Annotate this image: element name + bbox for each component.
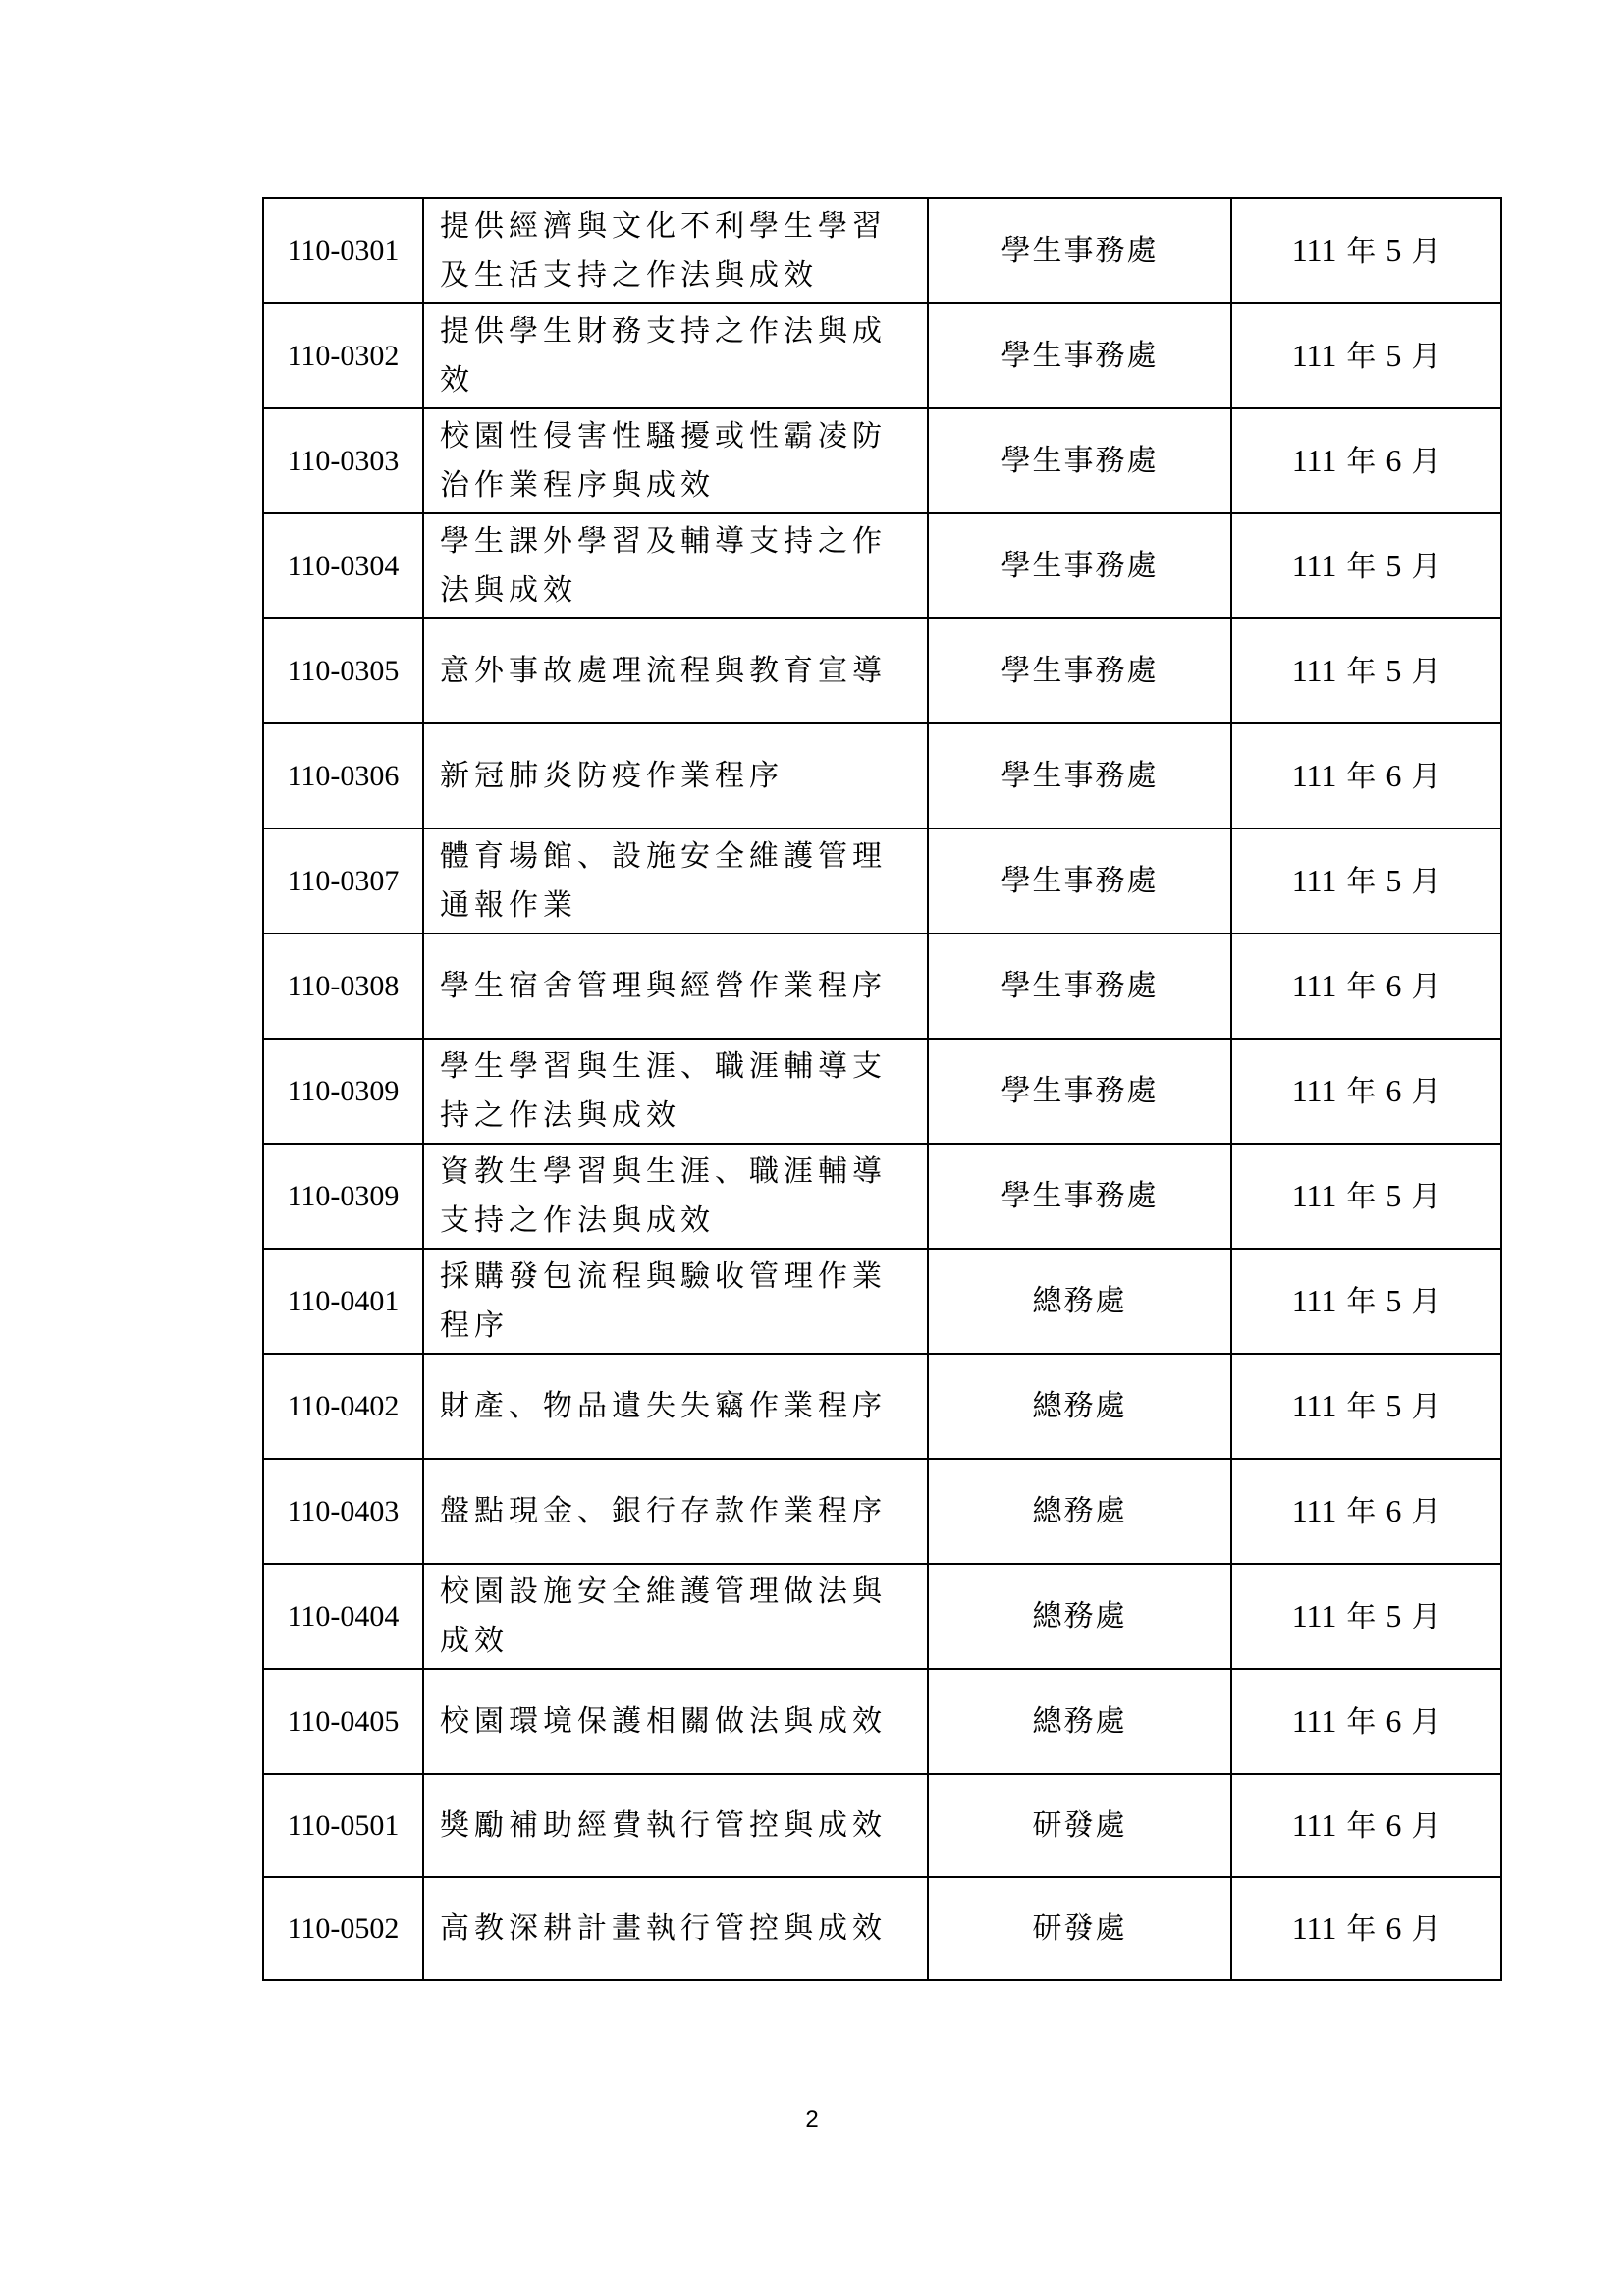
responsible-unit-cell: 學生事務處 [928, 1144, 1231, 1249]
audit-item-cell: 資教生學習與生涯、職涯輔導支持之作法與成效 [423, 1144, 928, 1249]
date-month-suffix: 月 [1411, 654, 1441, 689]
date-month-suffix: 月 [1411, 1494, 1441, 1529]
audit-item-cell: 意外事故處理流程與教育宣導 [423, 618, 928, 723]
date-year: 111 [1291, 862, 1337, 898]
responsible-unit-cell: 學生事務處 [928, 828, 1231, 934]
schedule-date-cell [1231, 828, 1501, 934]
schedule-date-cell [1231, 1249, 1501, 1354]
date-year: 111 [1291, 547, 1337, 583]
date-month-suffix: 月 [1411, 339, 1441, 374]
date-month-suffix: 月 [1411, 549, 1441, 584]
date-month: 5 [1385, 547, 1402, 583]
item-code-cell: 110-0303 [263, 408, 423, 513]
table-row [263, 1774, 1501, 1877]
schedule-date-cell [1231, 723, 1501, 828]
date-month-suffix: 月 [1411, 444, 1441, 479]
schedule-date-cell [1231, 1459, 1501, 1564]
audit-item-cell: 學生學習與生涯、職涯輔導支持之作法與成效 [423, 1039, 928, 1144]
date-month: 5 [1385, 652, 1402, 688]
date-year-suffix: 年 [1346, 654, 1377, 689]
date-month: 6 [1385, 1806, 1402, 1842]
date-year-suffix: 年 [1346, 1284, 1377, 1319]
date-month-suffix: 月 [1411, 1911, 1441, 1947]
date-month-suffix: 月 [1411, 1074, 1441, 1109]
audit-item-cell: 高教深耕計畫執行管控與成效 [423, 1877, 928, 1980]
date-year: 111 [1291, 1597, 1337, 1633]
date-year: 111 [1291, 1072, 1337, 1108]
item-code-cell: 110-0502 [263, 1877, 423, 1980]
audit-item-cell: 採購發包流程與驗收管理作業程序 [423, 1249, 928, 1354]
date-month: 6 [1385, 442, 1402, 478]
date-year: 111 [1291, 337, 1337, 373]
audit-item-cell: 校園設施安全維護管理做法與成效 [423, 1564, 928, 1669]
date-month-suffix: 月 [1411, 234, 1441, 269]
date-month: 6 [1385, 757, 1402, 793]
schedule-date-cell [1231, 1774, 1501, 1877]
schedule-date-cell [1231, 1144, 1501, 1249]
responsible-unit-cell: 總務處 [928, 1564, 1231, 1669]
responsible-unit-cell: 總務處 [928, 1354, 1231, 1459]
date-year: 111 [1291, 1492, 1337, 1528]
item-code-cell: 110-0301 [263, 198, 423, 303]
audit-item-cell: 提供學生財務支持之作法與成效 [423, 303, 928, 408]
audit-item-cell: 學生宿舍管理與經營作業程序 [423, 934, 928, 1039]
date-year: 111 [1291, 1909, 1337, 1946]
date-year-suffix: 年 [1346, 864, 1377, 899]
schedule-date-cell [1231, 1354, 1501, 1459]
responsible-unit-cell: 總務處 [928, 1459, 1231, 1564]
table-row [263, 303, 1501, 408]
responsible-unit-cell: 總務處 [928, 1669, 1231, 1774]
item-code-cell: 110-0306 [263, 723, 423, 828]
table-row [263, 828, 1501, 934]
audit-item-cell: 校園環境保護相關做法與成效 [423, 1669, 928, 1774]
responsible-unit-cell: 學生事務處 [928, 408, 1231, 513]
date-year: 111 [1291, 232, 1337, 268]
audit-item-cell: 學生課外學習及輔導支持之作法與成效 [423, 513, 928, 618]
audit-item-cell: 獎勵補助經費執行管控與成效 [423, 1774, 928, 1877]
table-row [263, 1354, 1501, 1459]
item-code-cell: 110-0307 [263, 828, 423, 934]
date-month: 5 [1385, 862, 1402, 898]
responsible-unit-cell: 學生事務處 [928, 934, 1231, 1039]
audit-schedule-table [262, 197, 1502, 1981]
audit-item-cell: 提供經濟與文化不利學生學習及生活支持之作法與成效 [423, 198, 928, 303]
item-code-cell: 110-0304 [263, 513, 423, 618]
audit-item-cell: 校園性侵害性騷擾或性霸凌防治作業程序與成效 [423, 408, 928, 513]
schedule-date-cell [1231, 198, 1501, 303]
date-year: 111 [1291, 652, 1337, 688]
item-code-cell: 110-0302 [263, 303, 423, 408]
table-row [263, 1564, 1501, 1669]
date-month: 6 [1385, 1072, 1402, 1108]
table-row [263, 408, 1501, 513]
date-year-suffix: 年 [1346, 1074, 1377, 1109]
date-year-suffix: 年 [1346, 1599, 1377, 1634]
audit-item-cell: 財產、物品遺失失竊作業程序 [423, 1354, 928, 1459]
date-year-suffix: 年 [1346, 444, 1377, 479]
responsible-unit-cell: 研發處 [928, 1877, 1231, 1980]
date-month: 5 [1385, 337, 1402, 373]
date-month: 5 [1385, 1387, 1402, 1423]
table-row [263, 198, 1501, 303]
date-year-suffix: 年 [1346, 234, 1377, 269]
item-code-cell: 110-0305 [263, 618, 423, 723]
date-year: 111 [1291, 757, 1337, 793]
item-code-cell: 110-0309 [263, 1144, 423, 1249]
date-year-suffix: 年 [1346, 1911, 1377, 1947]
responsible-unit-cell: 學生事務處 [928, 618, 1231, 723]
date-year: 111 [1291, 442, 1337, 478]
date-year: 111 [1291, 1387, 1337, 1423]
date-month: 5 [1385, 1597, 1402, 1633]
table-row [263, 618, 1501, 723]
date-year: 111 [1291, 1806, 1337, 1842]
date-month-suffix: 月 [1411, 969, 1441, 1004]
schedule-date-cell [1231, 1039, 1501, 1144]
date-year-suffix: 年 [1346, 1179, 1377, 1214]
date-month: 6 [1385, 967, 1402, 1003]
date-year-suffix: 年 [1346, 1389, 1377, 1424]
table-row [263, 1877, 1501, 1980]
audit-item-cell: 體育場館、設施安全維護管理通報作業 [423, 828, 928, 934]
date-month-suffix: 月 [1411, 1389, 1441, 1424]
table-row [263, 1249, 1501, 1354]
responsible-unit-cell: 學生事務處 [928, 303, 1231, 408]
item-code-cell: 110-0309 [263, 1039, 423, 1144]
item-code-cell: 110-0404 [263, 1564, 423, 1669]
schedule-date-cell [1231, 513, 1501, 618]
date-month: 6 [1385, 1702, 1402, 1738]
date-year: 111 [1291, 967, 1337, 1003]
table-row [263, 1039, 1501, 1144]
item-code-cell: 110-0403 [263, 1459, 423, 1564]
date-year-suffix: 年 [1346, 1494, 1377, 1529]
date-month-suffix: 月 [1411, 1179, 1441, 1214]
date-month-suffix: 月 [1411, 1284, 1441, 1319]
date-year-suffix: 年 [1346, 549, 1377, 584]
audit-item-cell: 新冠肺炎防疫作業程序 [423, 723, 928, 828]
date-month-suffix: 月 [1411, 1808, 1441, 1843]
date-year-suffix: 年 [1346, 339, 1377, 374]
schedule-date-cell [1231, 618, 1501, 723]
schedule-date-cell [1231, 1877, 1501, 1980]
date-year-suffix: 年 [1346, 969, 1377, 1004]
date-year: 111 [1291, 1177, 1337, 1213]
table-row [263, 1669, 1501, 1774]
table-body [263, 198, 1501, 1980]
date-year-suffix: 年 [1346, 1704, 1377, 1739]
table-row [263, 1144, 1501, 1249]
date-month: 6 [1385, 1909, 1402, 1946]
table-row [263, 723, 1501, 828]
table-row [263, 513, 1501, 618]
date-month: 6 [1385, 1492, 1402, 1528]
responsible-unit-cell: 研發處 [928, 1774, 1231, 1877]
date-year: 111 [1291, 1282, 1337, 1318]
date-year-suffix: 年 [1346, 759, 1377, 794]
responsible-unit-cell: 總務處 [928, 1249, 1231, 1354]
date-month-suffix: 月 [1411, 759, 1441, 794]
schedule-date-cell [1231, 1669, 1501, 1774]
page-number: 2 [805, 2107, 819, 2133]
schedule-date-cell [1231, 934, 1501, 1039]
date-month-suffix: 月 [1411, 1599, 1441, 1634]
date-month-suffix: 月 [1411, 1704, 1441, 1739]
schedule-date-cell [1231, 408, 1501, 513]
item-code-cell: 110-0405 [263, 1669, 423, 1774]
date-month: 5 [1385, 1177, 1402, 1213]
responsible-unit-cell: 學生事務處 [928, 513, 1231, 618]
date-year-suffix: 年 [1346, 1808, 1377, 1843]
audit-item-cell: 盤點現金、銀行存款作業程序 [423, 1459, 928, 1564]
responsible-unit-cell: 學生事務處 [928, 198, 1231, 303]
date-month: 5 [1385, 1282, 1402, 1318]
responsible-unit-cell: 學生事務處 [928, 1039, 1231, 1144]
table-row [263, 934, 1501, 1039]
schedule-date-cell [1231, 1564, 1501, 1669]
table-row [263, 1459, 1501, 1564]
item-code-cell: 110-0401 [263, 1249, 423, 1354]
schedule-date-cell [1231, 303, 1501, 408]
item-code-cell: 110-0402 [263, 1354, 423, 1459]
date-month: 5 [1385, 232, 1402, 268]
date-year: 111 [1291, 1702, 1337, 1738]
item-code-cell: 110-0308 [263, 934, 423, 1039]
responsible-unit-cell: 學生事務處 [928, 723, 1231, 828]
date-month-suffix: 月 [1411, 864, 1441, 899]
item-code-cell: 110-0501 [263, 1774, 423, 1877]
